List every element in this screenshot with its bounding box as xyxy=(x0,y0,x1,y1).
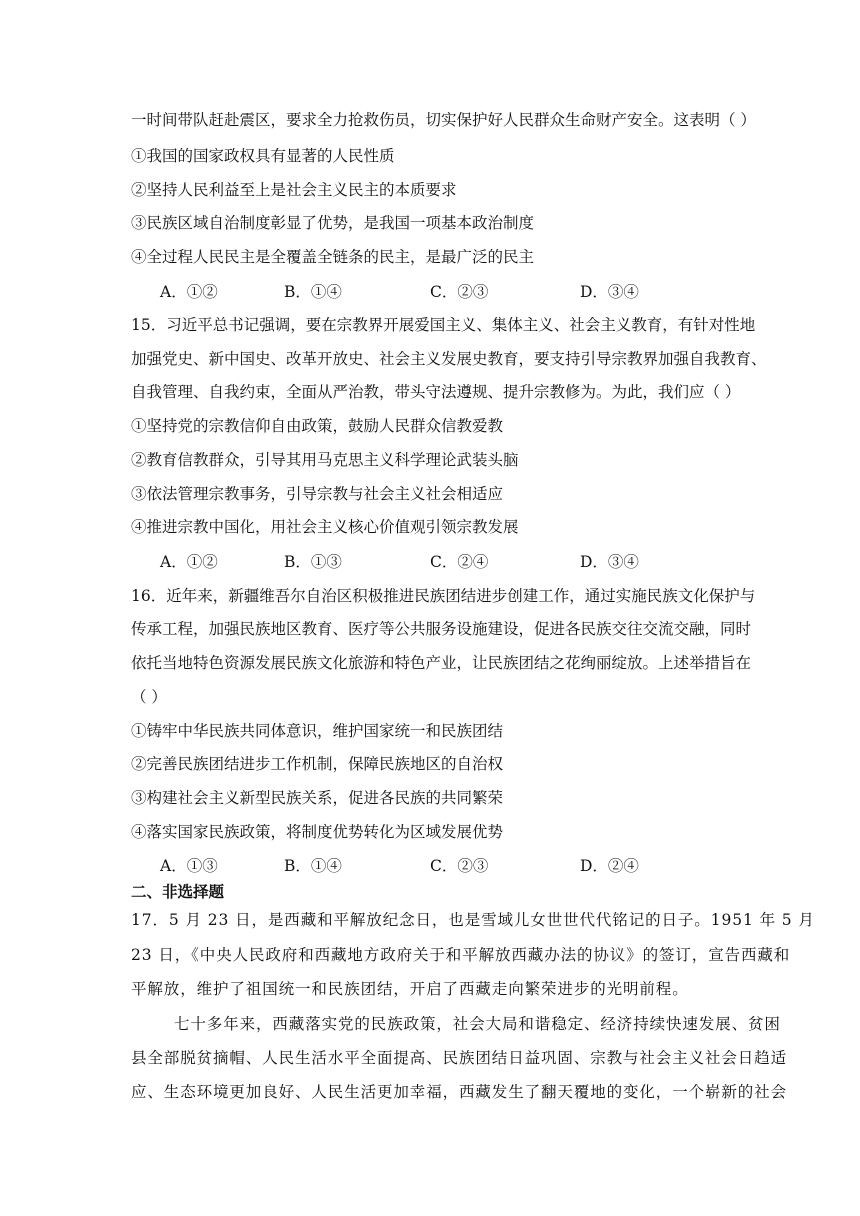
q16-option-c[interactable]: C．②③ xyxy=(430,857,489,875)
q14-statement-2: ②坚持人民利益至上是社会主义民主的本质要求 xyxy=(131,181,457,199)
q16-statement-4: ④落实国家民族政策，将制度优势转化为区域发展优势 xyxy=(131,823,504,841)
q14-option-d[interactable]: D．③④ xyxy=(580,283,639,301)
q14-option-a[interactable]: A．①② xyxy=(160,283,218,301)
q15-statement-3: ③依法管理宗教事务，引导宗教与社会主义社会相适应 xyxy=(131,485,504,503)
section-heading: 二、非选择题 xyxy=(131,882,225,901)
q17-line-2: 23 日，《中央人民政府和西藏地方政府关于和平解放西藏办法的协议》的签订，宣告西藏和 xyxy=(131,946,791,964)
q17-para2-line-2: 县全部脱贫摘帽、人民生活水平全面提高、民族团结日益巩固、宗教与社会主义社会日趋适 xyxy=(131,1049,788,1067)
q15-option-a[interactable]: A．①② xyxy=(160,553,218,571)
q14-statement-4: ④全过程人民民主是全覆盖全链条的民主，是最广泛的民主 xyxy=(131,248,535,266)
q15-statement-2: ②教育信教群众，引导其用马克思主义科学理论武装头脑 xyxy=(131,451,519,469)
q14-option-c[interactable]: C．②③ xyxy=(430,283,489,301)
q15-stem-line-2: 加强党史、新中国史、改革开放史、社会主义发展史教育，要支持引导宗教界加强自我教育、 xyxy=(131,350,767,368)
q16-stem-line-2: 传承工程，加强民族地区教育、医疗等公共服务设施建设，促进各民族交往交流交融，同时 xyxy=(131,620,752,638)
q15-stem-line-1: 15．习近平总书记强调，要在宗教界开展爱国主义、集体主义、社会主义教育，有针对性地 xyxy=(131,316,756,334)
q16-stem-line-4: （ ） xyxy=(131,688,167,706)
q16-option-b[interactable]: B．①④ xyxy=(284,857,342,875)
q15-option-b[interactable]: B．①③ xyxy=(284,553,342,571)
q17-line-3: 平解放，维护了祖国统一和民族团结，开启了西藏走向繁荣进步的光明前程。 xyxy=(131,980,689,998)
q15-statement-4: ④推进宗教中国化，用社会主义核心价值观引领宗教发展 xyxy=(131,518,519,536)
q16-statement-1: ①铸牢中华民族共同体意识，维护国家统一和民族团结 xyxy=(131,722,504,740)
q14-statement-3: ③民族区域自治制度彰显了优势，是我国一项基本政治制度 xyxy=(131,214,535,232)
q14-statement-1: ①我国的国家政权具有显著的人民性质 xyxy=(131,147,395,165)
q16-stem-line-3: 依托当地特色资源发展民族文化旅游和特色产业，让民族团结之花绚丽绽放。上述举措旨在 xyxy=(131,654,752,672)
q14-stem-end: 一时间带队赶赴震区，要求全力抢救伤员，切实保护好人民群众生命财产安全。这表明（ ） xyxy=(131,111,756,129)
q14-option-b[interactable]: B．①④ xyxy=(284,283,342,301)
q17-line-1: 17．5 月 23 日，是西藏和平解放纪念日，也是雪域儿女世世代代铭记的日子。1951 年 5 月 xyxy=(131,911,815,929)
q16-stem-line-1: 16．近年来，新疆维吾尔自治区积极推进民族团结进步创建工作，通过实施民族文化保护与 xyxy=(131,587,756,605)
q15-statement-1: ①坚持党的宗教信仰自由政策，鼓励人民群众信教爱教 xyxy=(131,417,504,435)
q16-statement-2: ②完善民族团结进步工作机制，保障民族地区的自治权 xyxy=(131,755,504,773)
q16-option-a[interactable]: A．①③ xyxy=(160,857,218,875)
q17-para2-line-1: 七十多年来，西藏落实党的民族政策，社会大局和谐稳定、经济持续快速发展、贫困 xyxy=(174,1015,781,1033)
q16-statement-3: ③构建社会主义新型民族关系，促进各民族的共同繁荣 xyxy=(131,789,504,807)
q15-option-c[interactable]: C．②④ xyxy=(430,553,489,571)
q17-para2-line-3: 应、生态环境更加良好、人民生活更加幸福，西藏发生了翻天覆地的变化，一个崭新的社会 xyxy=(131,1083,788,1101)
q15-stem-line-3: 自我管理、自我约束，全面从严治教，带头守法遵规、提升宗教修为。为此，我们应（ ） xyxy=(131,383,741,401)
q16-option-d[interactable]: D．②④ xyxy=(580,857,639,875)
q15-option-d[interactable]: D．③④ xyxy=(580,553,639,571)
